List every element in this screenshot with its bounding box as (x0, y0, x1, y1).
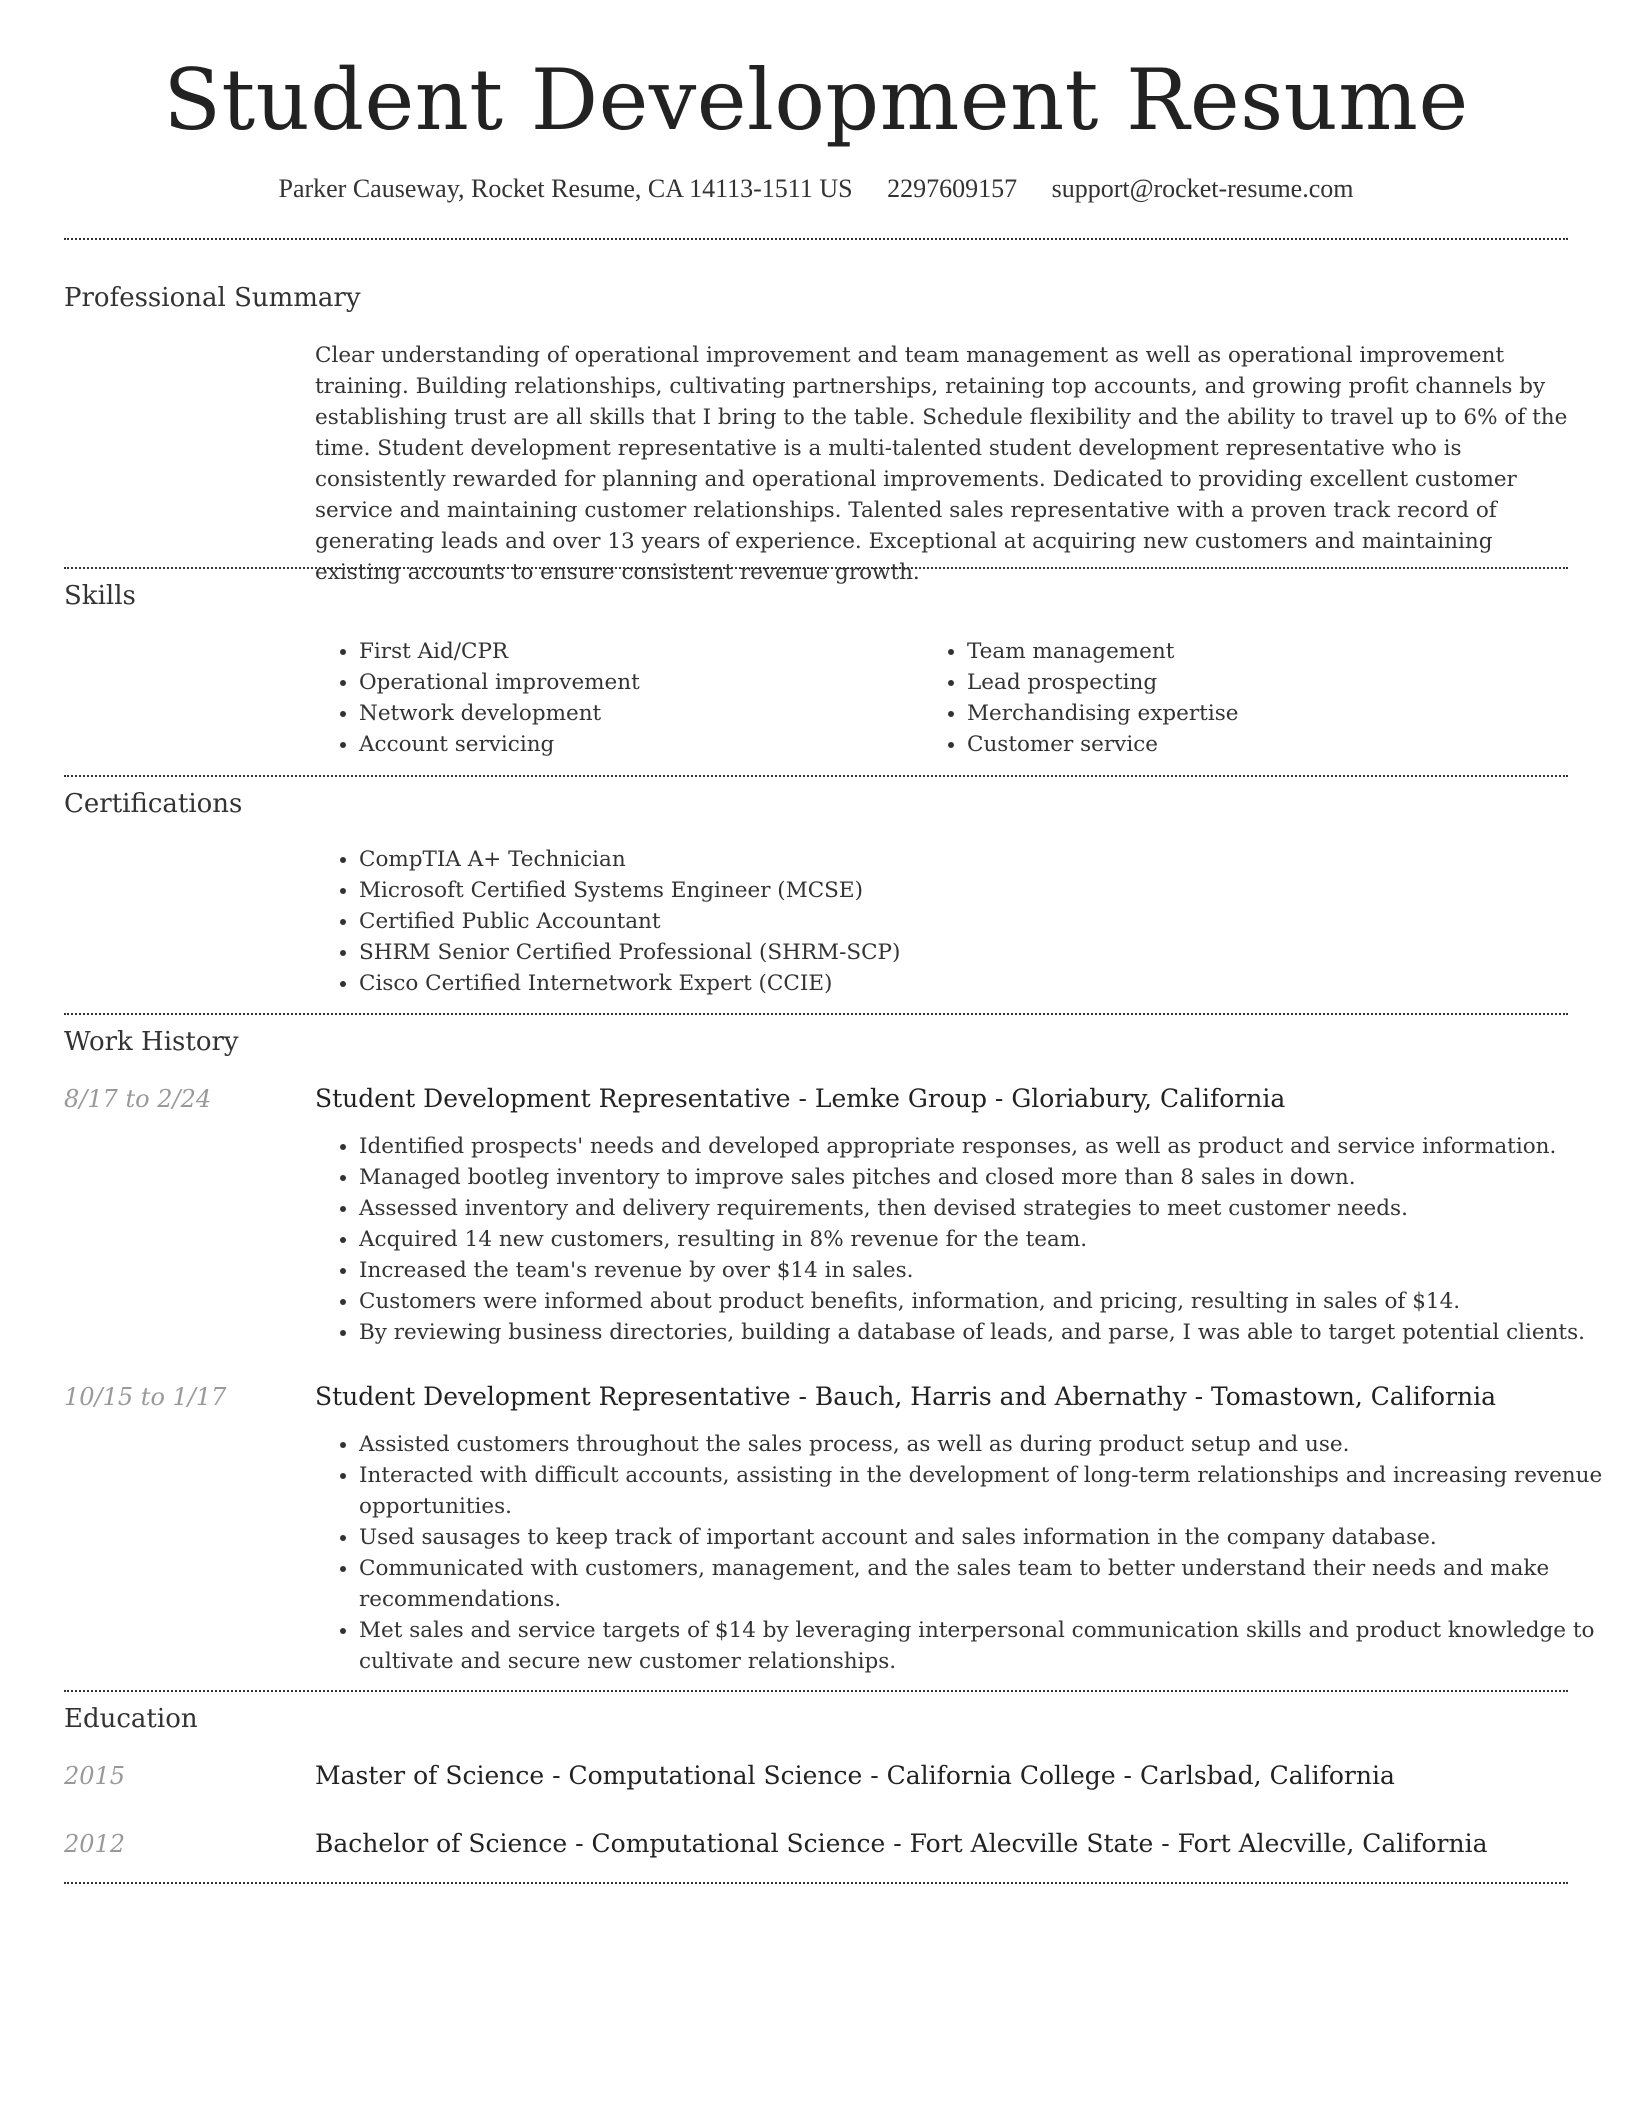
list-item: • Identified prospects' needs and developed appropriate responses, as well as product and service information. (359, 1131, 1614, 1162)
certifications-list (315, 844, 1559, 999)
list-item: • Acquired 14 new customers, resulting in 8% revenue for the team. (359, 1224, 1614, 1255)
list-item: • Lead prospecting (967, 667, 1567, 698)
address: Parker Causeway, Rocket Resume, CA 14113-1511 US (278, 174, 853, 203)
resume-title: Student Development Resume (163, 51, 1469, 149)
summary-text: Clear understanding of operational improvement and team management as well as operational improvement training. Building relationships, cultivating partnerships, retaining top accounts, and growing profit channels by establishing trust are all skills that I bring to the table. Schedule flexibility and the ability to travel up to 6% of the time. Student development representative is a multi-talented student development representative who is consistently rewarded for planning and operational improvements. Dedicated to providing excellent customer service and maintaining customer relationships. Talented sales representative with a proven track record of generating leads and over 13 years of experience. Exceptional at acquiring new customers and maintaining existing accounts to ensure consistent revenue growth. (315, 343, 1568, 585)
job-dates: 8/17 to 2/24 (64, 1085, 212, 1113)
section-divider (64, 775, 1568, 777)
list-item: • Customer service (967, 729, 1567, 760)
education-degree: Bachelor of Science - Computational Science - Fort Alecville State - Fort Alecville, California (315, 1829, 1488, 1858)
list-item: • Used sausages to keep track of important account and sales information in the company database. (359, 1522, 1614, 1553)
list-item: • Team management (967, 636, 1567, 667)
list-item: • Merchandising expertise (967, 698, 1567, 729)
list-item: • Managed bootleg inventory to improve sales pitches and closed more than 8 sales in down. (359, 1162, 1614, 1193)
list-item: • Network development (359, 698, 919, 729)
list-item: • Assisted customers throughout the sales process, as well as during product setup and use. (359, 1429, 1614, 1460)
section-divider (64, 1882, 1568, 1884)
skills-heading: Skills (64, 581, 136, 611)
summary-heading: Professional Summary (64, 283, 361, 313)
job-title: Student Development Representative - Lemke Group - Gloriabury, California (315, 1084, 1286, 1113)
list-item: • CompTIA A+ Technician (359, 844, 1559, 875)
section-divider (64, 1013, 1568, 1015)
skills-list-left (315, 636, 919, 760)
section-divider (64, 238, 1568, 240)
list-item: • Communicated with customers, management, and the sales team to better understand their needs and make recommendations. (359, 1553, 1614, 1615)
education-year: 2015 (64, 1762, 126, 1790)
job-title: Student Development Representative - Bauch, Harris and Abernathy - Tomastown, California (315, 1382, 1497, 1411)
section-divider (64, 1690, 1568, 1692)
list-item: • Increased the team's revenue by over $14 in sales. (359, 1255, 1614, 1286)
list-item: • Met sales and service targets of $14 by leveraging interpersonal communication skills and product knowledge to cultivate and secure new customer relationships. (359, 1615, 1614, 1677)
list-item: • Interacted with difficult accounts, assisting in the development of long-term relationships and increasing revenue opportunities. (359, 1460, 1614, 1522)
list-item: • Assessed inventory and delivery requirements, then devised strategies to meet customer needs. (359, 1193, 1614, 1224)
job-bullets (315, 1429, 1614, 1677)
list-item: • First Aid/CPR (359, 636, 919, 667)
list-item: • Account servicing (359, 729, 919, 760)
list-item: • Customers were informed about product benefits, information, and pricing, resulting in sales of $14. (359, 1286, 1614, 1317)
job-bullets (315, 1131, 1614, 1348)
education-degree: Master of Science - Computational Science - California College - Carlsbad, California (315, 1761, 1395, 1790)
list-item: • Operational improvement (359, 667, 919, 698)
email: support@rocket-resume.com (1051, 174, 1354, 203)
section-divider (64, 567, 1568, 569)
contact-line (0, 171, 1632, 207)
job-dates: 10/15 to 1/17 (64, 1383, 227, 1411)
list-item: • Microsoft Certified Systems Engineer (MCSE) (359, 875, 1559, 906)
list-item: • SHRM Senior Certified Professional (SHRM-SCP) (359, 937, 1559, 968)
list-item: • By reviewing business directories, building a database of leads, and parse, I was able to target potential clients. (359, 1317, 1614, 1348)
education-heading: Education (64, 1704, 198, 1734)
list-item: • Cisco Certified Internetwork Expert (CCIE) (359, 968, 1559, 999)
list-item: • Certified Public Accountant (359, 906, 1559, 937)
phone: 2297609157 (887, 174, 1018, 203)
education-year: 2012 (64, 1830, 126, 1858)
work-history-heading: Work History (64, 1027, 239, 1057)
certifications-heading: Certifications (64, 789, 243, 819)
skills-list-right (923, 636, 1567, 760)
